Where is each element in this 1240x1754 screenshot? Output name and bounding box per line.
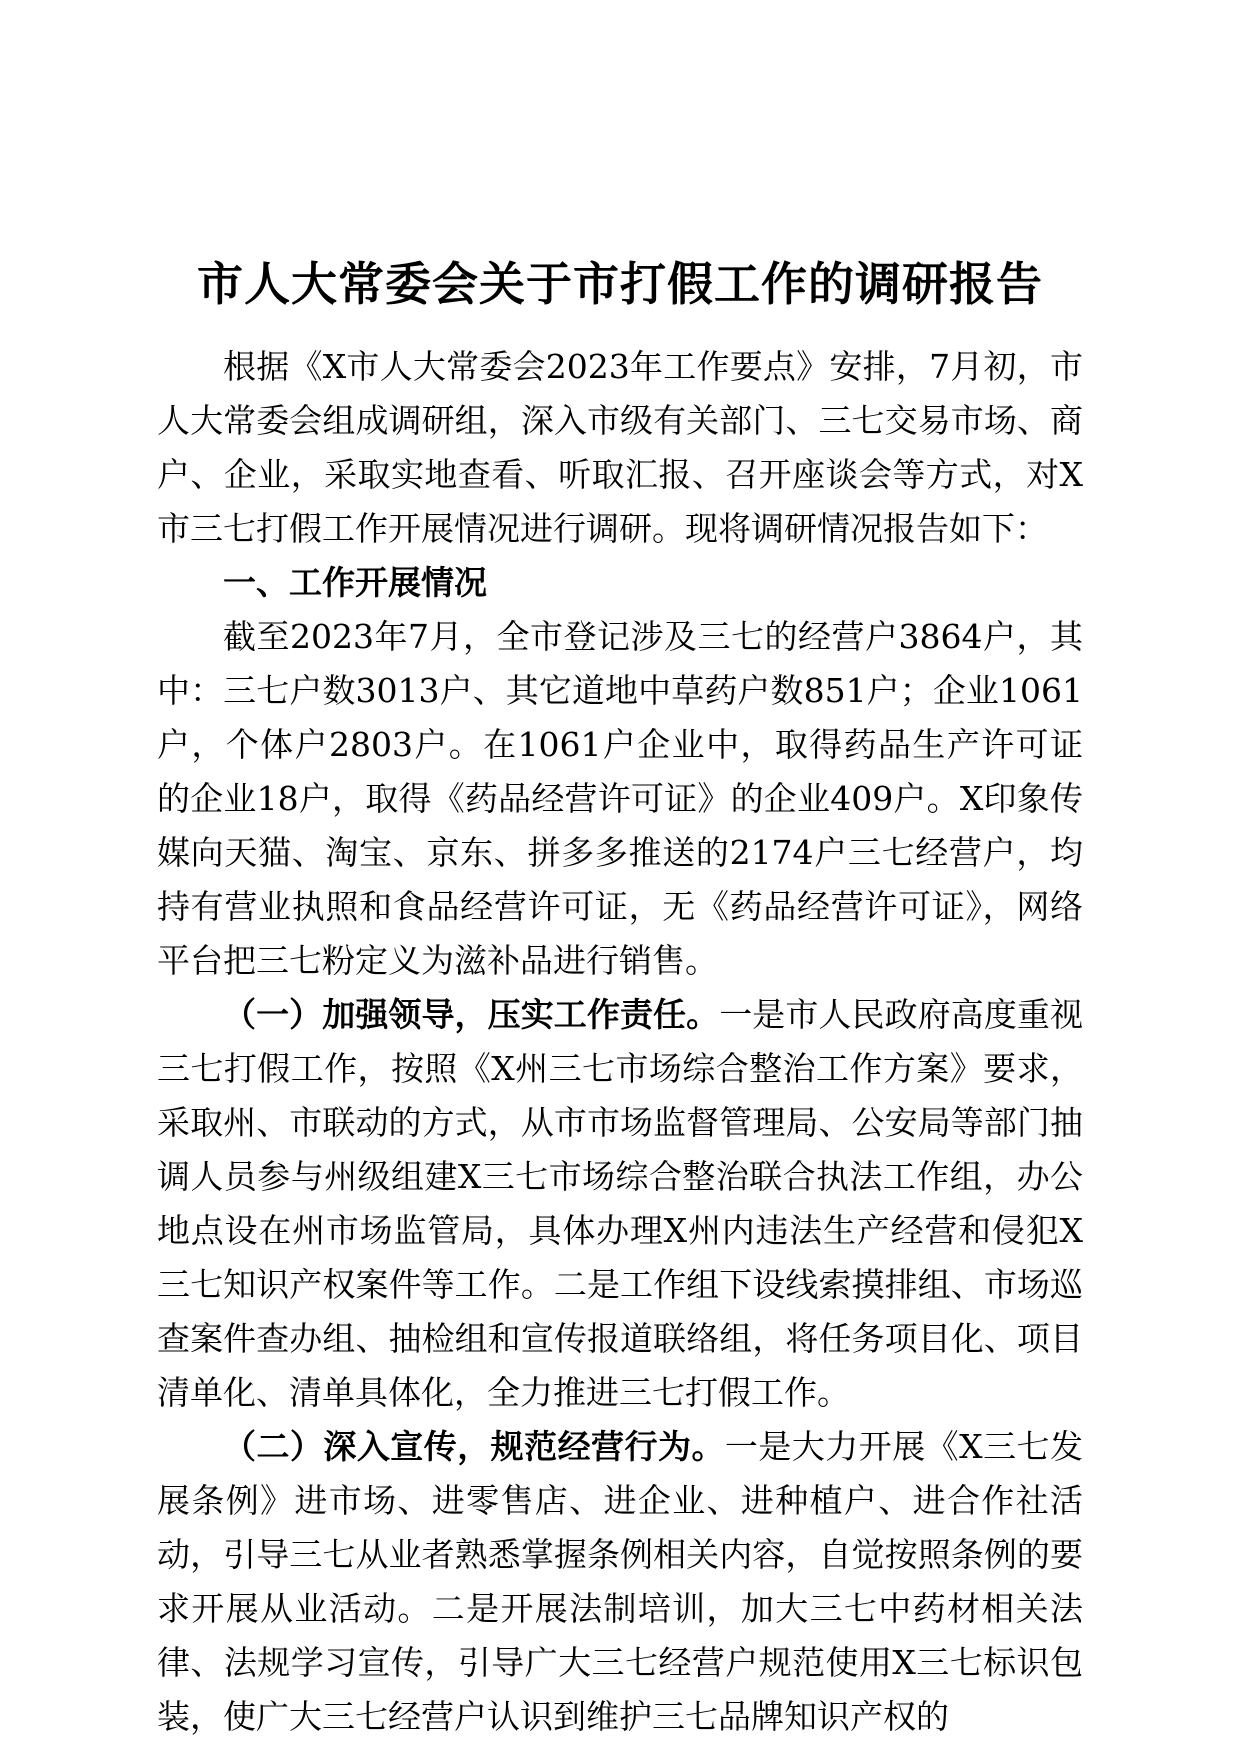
subsection-2-text: 一是大力开展《X三七发展条例》进市场、进零售店、进企业、进种植户、进合作社活动，引导三七从业者熟悉掌握条例相关内容，自觉按照条例的要求开展从业活动。二是开展法制培训，加大三七中药材相关法律、法规学习宣传，引导广大三七经营户规范使用X三七标识包装，使广大三七经营户认识到维护三七品牌知识产权的: [157, 1427, 1083, 1736]
subsection-2-paragraph: [157, 1420, 1083, 1744]
intro-paragraph: 根据《X市人大常委会2023年工作要点》安排，7月初，市人大常委会组成调研组，深入市级有关部门、三七交易市场、商户、企业，采取实地查看、听取汇报、召开座谈会等方式，对X市三七打假工作开展情况进行调研。现将调研情况报告如下：: [157, 347, 1083, 548]
section-heading: 一、工作开展情况: [223, 563, 487, 602]
subsection-1-paragraph: [157, 988, 1083, 1420]
subsection-1-heading: （一）加强领导，压实工作责任。: [223, 995, 720, 1034]
statistics-paragraph: 截至2023年7月，全市登记涉及三七的经营户3864户，其中：三七户数3013户、其它道地中草药户数851户；企业1061户，个体户2803户。在1061户企业中，取得药品生产许可证的企业18户，取得《药品经营许可证》的企业409户。X印象传媒向天猫、淘宝、京东、拼多多推送的2174户三七经营户，均持有营业执照和食品经营许可证，无《药品经营许可证》，网络平台把三七粉定义为滋补品进行销售。: [157, 617, 1083, 980]
document-body: [157, 340, 1083, 1744]
document-title: 市人大常委会关于市打假工作的调研报告: [197, 257, 1043, 311]
subsection-2-heading: （二）深入宣传，规范经营行为。: [223, 1427, 725, 1466]
subsection-1-text: 一是市人民政府高度重视三七打假工作，按照《X州三七市场综合整治工作方案》要求，采取州、市联动的方式，从市市场监督管理局、公安局等部门抽调人员参与州级组建X三七市场综合整治联合执法工作组，办公地点设在州市场监管局，具体办理X州内违法生产经营和侵犯X三七知识产权案件等工作。二是工作组下设线索摸排组、市场巡查案件查办组、抽检组和宣传报道联络组，将任务项目化、项目清单化、清单具体化，全力推进三七打假工作。: [157, 995, 1084, 1412]
